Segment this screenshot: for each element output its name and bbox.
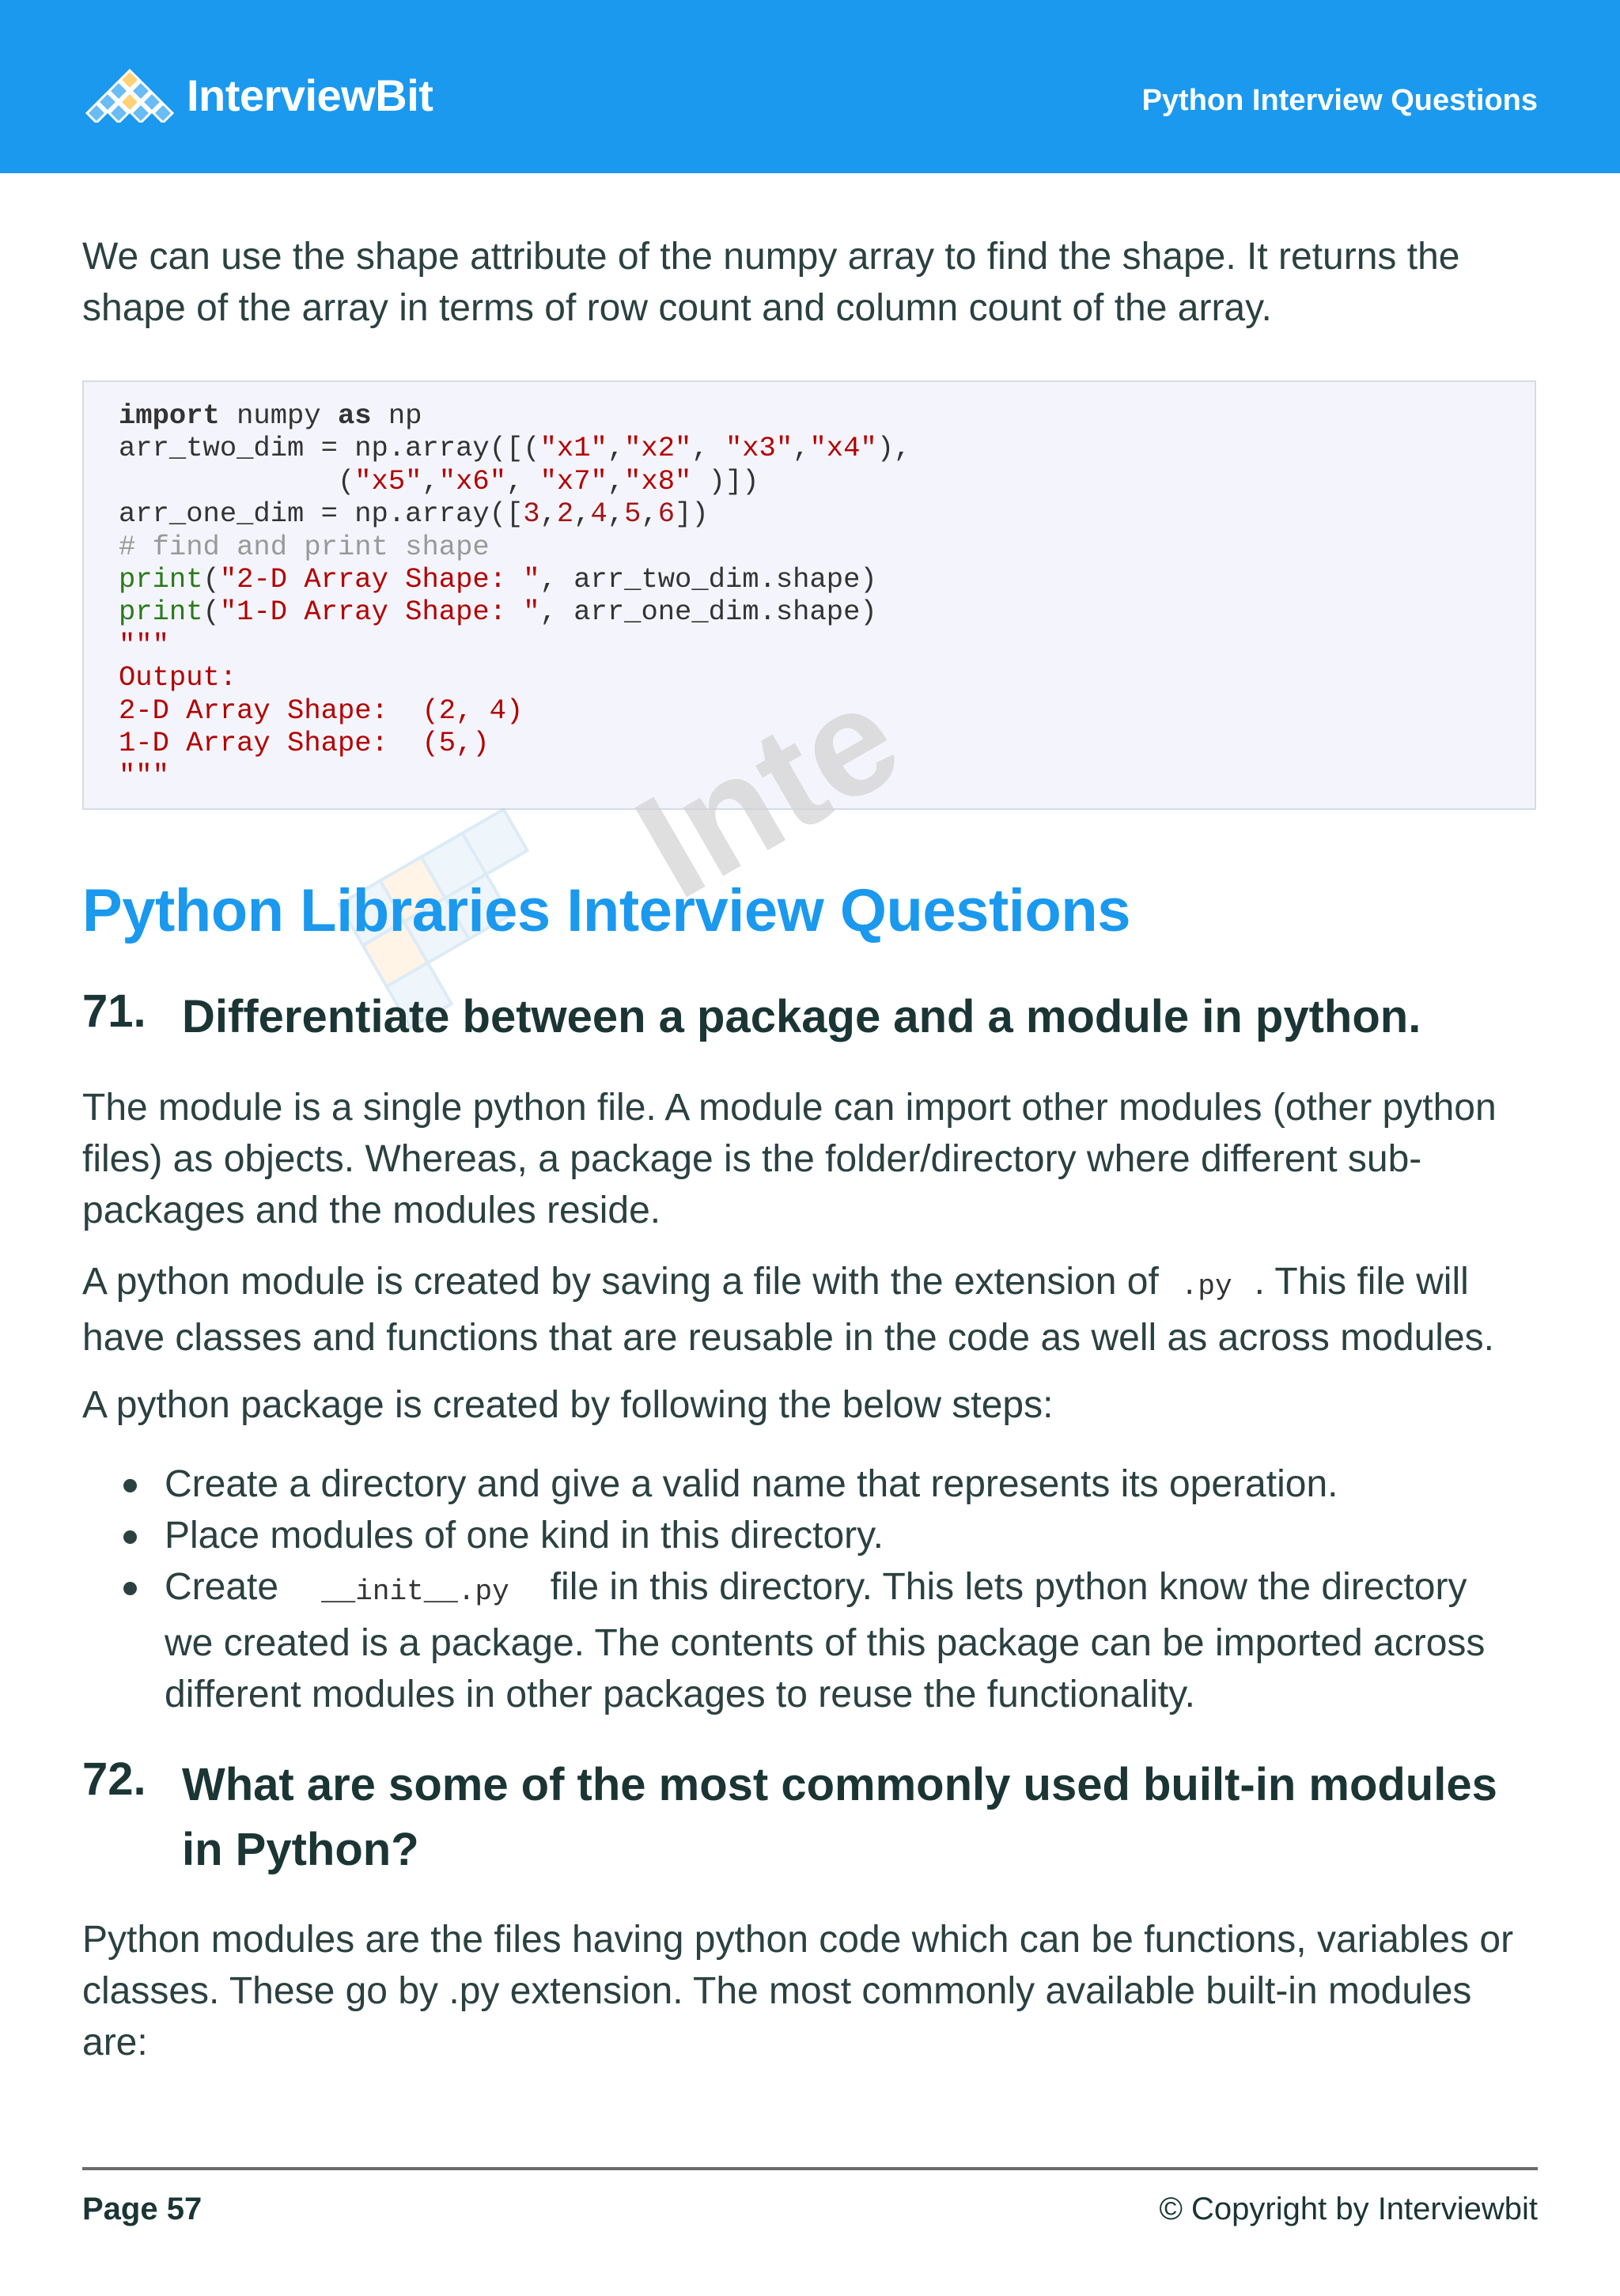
copyright-notice: © Copyright by Interviewbit [1159,2192,1538,2226]
paragraph-line: have classes and functions that are reusable in the code as well as across modules. [82,1317,1494,1359]
interviewbit-logo-icon [84,67,176,123]
code-line: Output: [119,661,237,694]
text-segment: we created is a package. The contents of this package can be imported across [165,1622,1486,1664]
code-line: 1-D Array Shape: (5,) [119,727,490,760]
inline-code: __init__.py [321,1575,509,1608]
steps-list [82,1458,1538,1720]
watermark-text: Inte [610,651,926,931]
document-title: Python Interview Questions [1141,84,1538,117]
code-line: print("1-D Array Shape: ", arr_one_dim.shape) [119,596,877,629]
text-segment: A python module is created by saving a file with the extension of [82,1261,1159,1303]
q71-answer [82,1082,1538,1236]
brand-name: InterviewBit [187,70,433,120]
code-line: # find and print shape [119,530,490,563]
code-line: """ [119,759,169,792]
code-line: import numpy as np [119,399,422,432]
code-line: arr_two_dim = np.array([("x1","x2", "x3","x4"), [119,432,911,465]
steps-intro: A python package is created by following the below steps: [82,1384,1054,1426]
question-title: Differentiate between a package and a module in python. [182,991,1421,1042]
q71-extension-paragraph [82,1256,1538,1364]
question-number: 72. [82,1753,146,1805]
question-title: in Python? [182,1824,419,1875]
list-item: Create a directory and give a valid name that represents its operation. [82,1458,1538,1510]
paragraph-line: are: [82,2022,148,2063]
paragraph-line: Python modules are the files having python code which can be functions, variables or [82,1919,1514,1961]
code-line: 2-D Array Shape: (2, 4) [119,694,524,727]
footer-divider [82,2167,1538,2170]
paragraph-line: packages and the modules reside. [82,1190,661,1231]
text-segment: Create [165,1566,279,1608]
intro-paragraph: We can use the shape attribute of the numpy array to find the shape. It returns the shape of the array in terms of row count and column count of the array. [82,236,1460,329]
q72-answer [82,1914,1538,2068]
question-number: 71. [82,985,146,1037]
question-title: What are some of the most commonly used built-in modules [182,1759,1497,1810]
page-number: Page 57 [82,2192,202,2226]
paragraph-line: classes. These go by .py extension. The most commonly available built-in modules [82,1970,1472,2012]
section-title: Python Libraries Interview Questions [82,877,1130,944]
brand-logo[interactable] [84,63,433,127]
question-71-heading [82,985,1538,1050]
question-72-heading [82,1753,1538,1882]
list-item: Place modules of one kind in this directory. [82,1510,1538,1561]
paragraph-line [82,1256,1538,1312]
text-segment: file in this directory. This lets python know the directory [550,1566,1467,1608]
paragraph-line: files) as objects. Whereas, a package is the folder/directory where different sub- [82,1138,1422,1180]
code-line: ("x5","x6", "x7","x8" )]) [119,464,759,497]
code-line: """ [119,628,169,661]
code-line: arr_one_dim = np.array([3,2,4,5,6]) [119,497,709,531]
page-header [0,0,1620,173]
paragraph-line: The module is a single python file. A module can import other modules (other python [82,1087,1497,1129]
inline-code: .py [1180,1270,1232,1303]
code-line: print("2-D Array Shape: ", arr_two_dim.shape) [119,563,877,596]
text-segment: . This file will [1254,1261,1469,1303]
list-item [82,1561,1538,1720]
text-segment: different modules in other packages to reuse the functionality. [165,1674,1196,1715]
